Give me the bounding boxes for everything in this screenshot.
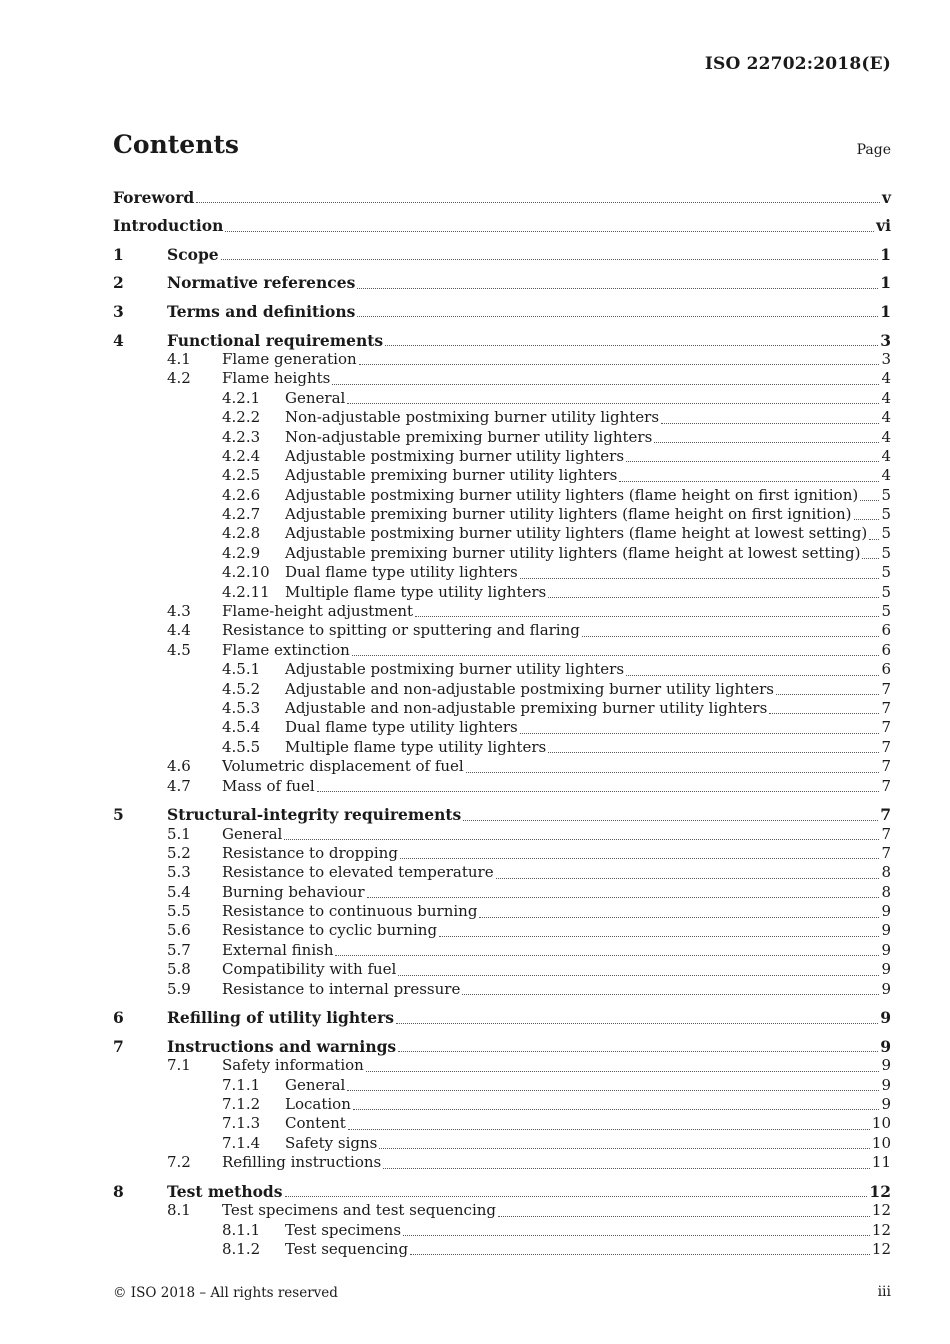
toc-entry[interactable] — [113, 544, 891, 563]
toc-entry[interactable] — [113, 389, 891, 408]
toc-entry-title[interactable]: Non-adjustable postmixing burner utility lighters — [285, 408, 660, 427]
toc-entry-page[interactable]: 10 — [871, 1133, 891, 1152]
toc-entry-page[interactable]: 5 — [881, 485, 891, 504]
dot-leader — [626, 675, 879, 676]
toc-entry-title[interactable]: Content — [285, 1114, 346, 1133]
toc-entry-line — [113, 331, 891, 350]
toc-entry-number: 7 — [113, 1036, 124, 1056]
toc-entry-title[interactable]: Mass of fuel — [222, 776, 315, 795]
dot-leader — [396, 1023, 878, 1024]
toc-entry-title[interactable]: Adjustable premixing burner utility lighters — [285, 466, 618, 485]
toc-entry[interactable] — [113, 699, 891, 718]
dot-leader — [221, 259, 879, 260]
toc-entry[interactable] — [113, 236, 891, 265]
toc-entry-title[interactable]: Adjustable and non-adjustable postmixing burner utility lighters — [285, 679, 774, 698]
dot-leader — [462, 994, 879, 995]
toc-entry[interactable] — [113, 583, 891, 602]
toc-entry-line — [113, 1153, 891, 1172]
toc-entry-title[interactable]: Adjustable postmixing burner utility lighters — [285, 446, 625, 465]
toc-entry-title[interactable]: Adjustable postmixing burner utility lighters (flame height on first ignition) — [285, 485, 859, 504]
toc-entry-page[interactable]: 12 — [869, 1181, 891, 1201]
toc-entry-number: 4.2.3 — [222, 427, 261, 446]
toc-entry[interactable] — [113, 563, 891, 582]
toc-entry-title[interactable]: Test sequencing — [285, 1239, 409, 1258]
toc-entry-page[interactable]: 7 — [881, 776, 891, 795]
toc-entry-page[interactable]: 4 — [881, 446, 891, 465]
dot-leader — [776, 694, 879, 695]
toc-entry-line — [113, 245, 891, 264]
toc-entry[interactable] — [113, 1095, 891, 1114]
toc-entry-number: 7.1.2 — [222, 1095, 261, 1114]
toc-entry-page[interactable]: 5 — [881, 563, 891, 582]
dot-leader — [357, 316, 878, 317]
dot-leader — [352, 655, 880, 656]
toc-entry[interactable] — [113, 447, 891, 466]
toc-entry-page[interactable]: 8 — [881, 863, 891, 882]
toc-entry-title[interactable]: External finish — [222, 940, 334, 959]
dot-leader — [357, 288, 878, 289]
toc-entry-page[interactable]: 7 — [881, 679, 891, 698]
toc-entry[interactable] — [113, 1240, 891, 1259]
dot-leader — [400, 858, 880, 859]
dot-leader — [654, 442, 879, 443]
toc-entry-title[interactable]: Resistance to continuous burning — [222, 902, 478, 921]
toc-entry-page[interactable]: 7 — [881, 718, 891, 737]
toc-entry-line — [113, 273, 891, 292]
toc-entry[interactable] — [113, 641, 891, 660]
toc-entry[interactable] — [113, 680, 891, 699]
toc-entry-title[interactable]: Flame extinction — [222, 640, 350, 659]
toc-entry[interactable] — [113, 207, 891, 236]
toc-entry-page[interactable]: 5 — [881, 543, 891, 562]
toc-entry[interactable] — [113, 264, 891, 293]
toc-entry-title[interactable]: Burning behaviour — [222, 882, 365, 901]
dot-leader — [769, 713, 879, 714]
toc-entry[interactable] — [113, 369, 891, 388]
toc-entry-page[interactable]: vi — [876, 216, 891, 236]
toc-entry[interactable] — [113, 1221, 891, 1240]
toc-entry-title[interactable]: General — [222, 824, 283, 843]
toc-entry[interactable] — [113, 428, 891, 447]
toc-entry-line — [113, 1201, 891, 1220]
page-column-label: Page — [856, 142, 891, 158]
toc-entry-number: 4.2.7 — [222, 505, 261, 524]
toc-entry-title[interactable]: Resistance to internal pressure — [222, 979, 461, 998]
dot-leader — [582, 636, 880, 637]
toc-entry-title[interactable]: Dual flame type utility lighters — [285, 718, 518, 737]
toc-entry[interactable] — [113, 602, 891, 621]
toc-entry-title[interactable]: Adjustable postmixing burner utility lighters (flame height at lowest setting) — [285, 524, 868, 543]
toc-entry-number: 4.2.1 — [222, 388, 261, 407]
toc-entry-page[interactable]: 4 — [881, 408, 891, 427]
toc-entry-title[interactable]: Test methods — [167, 1181, 283, 1201]
dot-leader — [498, 1216, 870, 1217]
toc-entry-page[interactable]: 5 — [881, 505, 891, 524]
dot-leader — [403, 1235, 870, 1236]
toc-entry-line — [113, 1037, 891, 1056]
toc-entry-title[interactable]: Multiple flame type utility lighters — [285, 737, 547, 756]
dot-leader — [854, 519, 880, 520]
dot-leader — [661, 423, 879, 424]
toc-entry-number: 5.2 — [167, 843, 191, 862]
toc-entry-number: 4.5.1 — [222, 660, 261, 679]
dot-leader — [285, 1196, 868, 1197]
toc-entry-page[interactable]: 12 — [871, 1220, 891, 1239]
page-number: iii — [877, 1284, 891, 1300]
toc-entry-title[interactable]: Flame-height adjustment — [222, 602, 414, 621]
toc-entry[interactable] — [113, 941, 891, 960]
toc-entry-number: 7.1.1 — [222, 1075, 261, 1094]
dot-leader — [347, 1090, 879, 1091]
toc-entry-number: 4.7 — [167, 776, 191, 795]
toc-entry[interactable] — [113, 1076, 891, 1095]
toc-entry-page[interactable]: 5 — [881, 524, 891, 543]
toc-entry-number: 4.2.9 — [222, 543, 261, 562]
toc-entry-title[interactable]: Safety signs — [285, 1133, 378, 1152]
dot-leader — [466, 772, 880, 773]
toc-entry[interactable] — [113, 1114, 891, 1133]
toc-entry-title[interactable]: Resistance to dropping — [222, 843, 398, 862]
toc-entry-number: 7.1 — [167, 1056, 191, 1075]
toc-entry-line — [113, 980, 891, 999]
toc-entry-number: 5.1 — [167, 824, 191, 843]
toc-entry-line — [113, 621, 891, 640]
toc-entry-number: 4.2.11 — [222, 582, 270, 601]
toc-entry-number: 4.5.2 — [222, 679, 261, 698]
toc-entry-page[interactable]: v — [881, 187, 891, 207]
toc-entry-title[interactable]: Flame heights — [222, 369, 331, 388]
toc-entry-page[interactable]: 4 — [881, 466, 891, 485]
toc-entry-line — [113, 1056, 891, 1075]
toc-entry-page[interactable]: 4 — [881, 427, 891, 446]
toc-entry-page[interactable]: 7 — [881, 698, 891, 717]
toc-entry-page[interactable]: 9 — [880, 1036, 891, 1056]
dot-leader — [626, 461, 879, 462]
toc-entry-page[interactable]: 1 — [880, 273, 891, 293]
toc-entry-title[interactable]: Test specimens and test sequencing — [222, 1201, 497, 1220]
toc-entry[interactable] — [113, 621, 891, 640]
contents-heading: Contents — [113, 130, 240, 159]
toc-entry-title[interactable]: Terms and definitions — [167, 301, 356, 321]
toc-entry-title[interactable]: Test specimens — [285, 1220, 402, 1239]
toc-entry-page[interactable]: 11 — [871, 1153, 891, 1172]
toc-entry[interactable] — [113, 777, 891, 796]
toc-entry[interactable] — [113, 486, 891, 505]
dot-leader — [415, 616, 879, 617]
toc-entry-title[interactable]: Location — [285, 1095, 351, 1114]
toc-entry-number: 5.7 — [167, 940, 191, 959]
toc-entry[interactable] — [113, 1153, 891, 1172]
toc-entry[interactable] — [113, 185, 891, 207]
toc-entry[interactable] — [113, 825, 891, 844]
dot-leader — [196, 202, 880, 203]
toc-entry-line — [113, 777, 891, 796]
toc-entry-title[interactable]: Multiple flame type utility lighters — [285, 582, 547, 601]
toc-entry[interactable] — [113, 1201, 891, 1220]
toc-entry[interactable] — [113, 980, 891, 999]
toc-entry-page[interactable]: 7 — [881, 843, 891, 862]
toc-entry-number: 4.6 — [167, 757, 191, 776]
copyright-notice: © ISO 2018 – All rights reserved — [113, 1285, 338, 1301]
toc-entry[interactable] — [113, 738, 891, 757]
toc-entry-line — [113, 844, 891, 863]
toc-entry-line — [113, 216, 891, 235]
toc-entry[interactable] — [113, 922, 891, 941]
dot-leader — [383, 1168, 870, 1169]
toc-entry-line — [113, 641, 891, 660]
toc-entry-line — [113, 863, 891, 882]
toc-entry-page[interactable]: 9 — [881, 940, 891, 959]
toc-entry[interactable] — [113, 466, 891, 485]
dot-leader — [439, 936, 879, 937]
dot-leader — [862, 558, 879, 559]
toc-entry-line — [113, 602, 891, 621]
dot-leader — [335, 955, 879, 956]
toc-entry-line — [113, 369, 891, 388]
dot-leader — [385, 345, 878, 346]
toc-entry-title[interactable]: Foreword — [113, 187, 195, 207]
toc-entry-page[interactable]: 10 — [871, 1114, 891, 1133]
table-of-contents — [113, 185, 891, 1259]
toc-entry-page[interactable]: 6 — [881, 621, 891, 640]
toc-entry-line — [113, 960, 891, 979]
toc-entry-number: 8.1 — [167, 1201, 191, 1220]
toc-entry-number: 8 — [113, 1181, 124, 1201]
toc-entry-number: 7.1.4 — [222, 1133, 261, 1152]
toc-entry-line — [113, 941, 891, 960]
toc-entry-page[interactable]: 1 — [880, 301, 891, 321]
toc-entry-page[interactable]: 12 — [871, 1201, 891, 1220]
toc-entry-page[interactable]: 9 — [881, 921, 891, 940]
dot-leader — [347, 403, 879, 404]
dot-leader — [548, 752, 879, 753]
toc-entry-number: 3 — [113, 301, 124, 321]
toc-entry-page[interactable]: 7 — [881, 824, 891, 843]
toc-entry[interactable] — [113, 757, 891, 776]
toc-entry-number: 1 — [113, 244, 124, 264]
toc-entry-title[interactable]: General — [285, 1075, 346, 1094]
dot-leader — [367, 897, 880, 898]
toc-entry-line — [113, 805, 891, 824]
toc-entry[interactable] — [113, 863, 891, 882]
toc-entry-number: 4.2.4 — [222, 446, 261, 465]
toc-entry-number: 5.4 — [167, 882, 191, 901]
dot-leader — [479, 917, 879, 918]
toc-entry-page[interactable]: 9 — [881, 960, 891, 979]
toc-entry-title[interactable]: Adjustable and non-adjustable premixing burner utility lighters — [285, 698, 768, 717]
toc-entry-page[interactable]: 9 — [881, 902, 891, 921]
toc-entry-title[interactable]: Refilling of utility lighters — [167, 1008, 395, 1028]
toc-entry[interactable] — [113, 524, 891, 543]
toc-entry-page[interactable]: 3 — [880, 330, 891, 350]
toc-entry-number: 5.5 — [167, 902, 191, 921]
dot-leader — [284, 839, 879, 840]
toc-entry-number: 7.2 — [167, 1153, 191, 1172]
dot-leader — [496, 878, 880, 879]
toc-entry-title[interactable]: Resistance to cyclic burning — [222, 921, 438, 940]
toc-entry[interactable] — [113, 350, 891, 369]
toc-entry-title[interactable]: Introduction — [113, 216, 224, 236]
toc-entry-page[interactable]: 12 — [871, 1239, 891, 1258]
toc-entry-number: 4.2.6 — [222, 485, 261, 504]
toc-entry[interactable] — [113, 1134, 891, 1153]
toc-entry-title[interactable]: Adjustable postmixing burner utility lighters — [285, 660, 625, 679]
toc-entry-title[interactable]: Non-adjustable premixing burner utility lighters — [285, 427, 653, 446]
toc-entry[interactable] — [113, 321, 891, 350]
dot-leader — [398, 1051, 878, 1052]
toc-entry-title[interactable]: Adjustable premixing burner utility lighters (flame height on first ignition) — [285, 505, 852, 524]
toc-entry-line — [113, 188, 891, 207]
toc-entry-page[interactable]: 8 — [881, 882, 891, 901]
toc-entry-title[interactable]: Functional requirements — [167, 330, 384, 350]
toc-entry[interactable] — [113, 902, 891, 921]
toc-entry-title[interactable]: Resistance to spitting or sputtering and flaring — [222, 621, 580, 640]
toc-entry-line — [113, 1182, 891, 1201]
toc-entry-number: 4.5.4 — [222, 718, 261, 737]
toc-entry-page[interactable]: 9 — [880, 1008, 891, 1028]
toc-entry-line — [113, 350, 891, 369]
toc-entry-title[interactable]: Instructions and warnings — [167, 1036, 397, 1056]
dot-leader — [348, 1129, 870, 1130]
dot-leader — [379, 1148, 870, 1149]
toc-entry-number: 5.9 — [167, 979, 191, 998]
toc-entry-number: 5.3 — [167, 863, 191, 882]
toc-entry-page[interactable]: 9 — [881, 1056, 891, 1075]
toc-entry[interactable] — [113, 1173, 891, 1202]
toc-entry-page[interactable]: 4 — [881, 369, 891, 388]
toc-entry-number: 5 — [113, 805, 124, 825]
toc-entry-title[interactable]: Flame generation — [222, 349, 357, 368]
toc-entry-number: 4.2.10 — [222, 563, 270, 582]
toc-entry[interactable] — [113, 844, 891, 863]
toc-entry-title[interactable]: Refilling instructions — [222, 1153, 382, 1172]
toc-entry[interactable] — [113, 796, 891, 825]
toc-entry-title[interactable]: Structural-integrity requirements — [167, 805, 462, 825]
toc-entry-page[interactable]: 4 — [881, 388, 891, 407]
toc-entry-title[interactable]: Resistance to elevated temperature — [222, 863, 494, 882]
toc-entry-title[interactable]: Adjustable premixing burner utility lighters (flame height at lowest setting) — [285, 543, 861, 562]
toc-entry-number: 4.5.5 — [222, 737, 261, 756]
toc-entry-page[interactable]: 7 — [881, 737, 891, 756]
dot-leader — [860, 500, 879, 501]
toc-entry-title[interactable]: Safety information — [222, 1056, 364, 1075]
toc-entry-number: 2 — [113, 273, 124, 293]
toc-entry[interactable] — [113, 408, 891, 427]
toc-entry-number: 4.1 — [167, 349, 191, 368]
toc-entry-number: 4.2.2 — [222, 408, 261, 427]
dot-leader — [225, 231, 874, 232]
toc-entry-line — [113, 921, 891, 940]
toc-entry-title[interactable]: Normative references — [167, 273, 356, 293]
toc-entry[interactable] — [113, 505, 891, 524]
toc-entry-number: 8.1.1 — [222, 1220, 261, 1239]
dot-leader — [332, 384, 879, 385]
toc-entry-number: 4.4 — [167, 621, 191, 640]
toc-entry-page[interactable]: 3 — [881, 349, 891, 368]
toc-entry[interactable] — [113, 660, 891, 679]
toc-entry-number: 5.6 — [167, 921, 191, 940]
dot-leader — [520, 578, 880, 579]
toc-entry-number: 4.3 — [167, 602, 191, 621]
toc-entry-page[interactable]: 6 — [881, 660, 891, 679]
toc-entry-title[interactable]: Dual flame type utility lighters — [285, 563, 518, 582]
toc-entry-number: 4.5.3 — [222, 698, 261, 717]
dot-leader — [463, 820, 878, 821]
dot-leader — [520, 733, 880, 734]
toc-entry[interactable] — [113, 718, 891, 737]
toc-entry-line — [113, 302, 891, 321]
document-identifier: ISO 22702:2018(E) — [704, 54, 891, 74]
dot-leader — [353, 1109, 880, 1110]
toc-entry-line — [113, 883, 891, 902]
toc-entry-number: 4.2.8 — [222, 524, 261, 543]
toc-entry-page[interactable]: 7 — [880, 805, 891, 825]
dot-leader — [359, 364, 880, 365]
dot-leader — [869, 539, 879, 540]
toc-entry[interactable] — [113, 1056, 891, 1075]
toc-entry-page[interactable]: 5 — [881, 602, 891, 621]
dot-leader — [398, 975, 879, 976]
toc-entry[interactable] — [113, 293, 891, 322]
toc-entry-line — [113, 1008, 891, 1027]
dot-leader — [366, 1071, 880, 1072]
toc-entry-line — [113, 902, 891, 921]
toc-entry-number: 4.2.5 — [222, 466, 261, 485]
toc-entry-number: 6 — [113, 1008, 124, 1028]
toc-entry[interactable] — [113, 960, 891, 979]
toc-entry-number: 7.1.3 — [222, 1114, 261, 1133]
toc-entry[interactable] — [113, 883, 891, 902]
toc-entry-page[interactable]: 7 — [881, 757, 891, 776]
toc-entry-number: 5.8 — [167, 960, 191, 979]
toc-entry-number: 8.1.2 — [222, 1239, 261, 1258]
toc-entry-page[interactable]: 9 — [881, 1075, 891, 1094]
toc-entry-page[interactable]: 9 — [881, 1095, 891, 1114]
toc-entry-title[interactable]: Scope — [167, 244, 219, 264]
toc-entry[interactable] — [113, 1028, 891, 1057]
toc-entry-number: 4 — [113, 330, 124, 350]
toc-entry-number: 4.2 — [167, 369, 191, 388]
toc-entry-line — [113, 757, 891, 776]
dot-leader — [548, 597, 879, 598]
toc-entry-page[interactable]: 9 — [881, 979, 891, 998]
dot-leader — [619, 481, 879, 482]
toc-entry-line — [113, 825, 891, 844]
toc-entry-title[interactable]: Volumetric displacement of fuel — [222, 757, 464, 776]
toc-entry-page[interactable]: 6 — [881, 640, 891, 659]
dot-leader — [410, 1254, 870, 1255]
toc-entry-page[interactable]: 5 — [881, 582, 891, 601]
toc-entry-title[interactable]: Compatibility with fuel — [222, 960, 397, 979]
toc-entry-title[interactable]: General — [285, 388, 346, 407]
toc-entry-page[interactable]: 1 — [880, 244, 891, 264]
toc-entry[interactable] — [113, 999, 891, 1028]
toc-entry-number: 4.5 — [167, 640, 191, 659]
dot-leader — [317, 791, 880, 792]
